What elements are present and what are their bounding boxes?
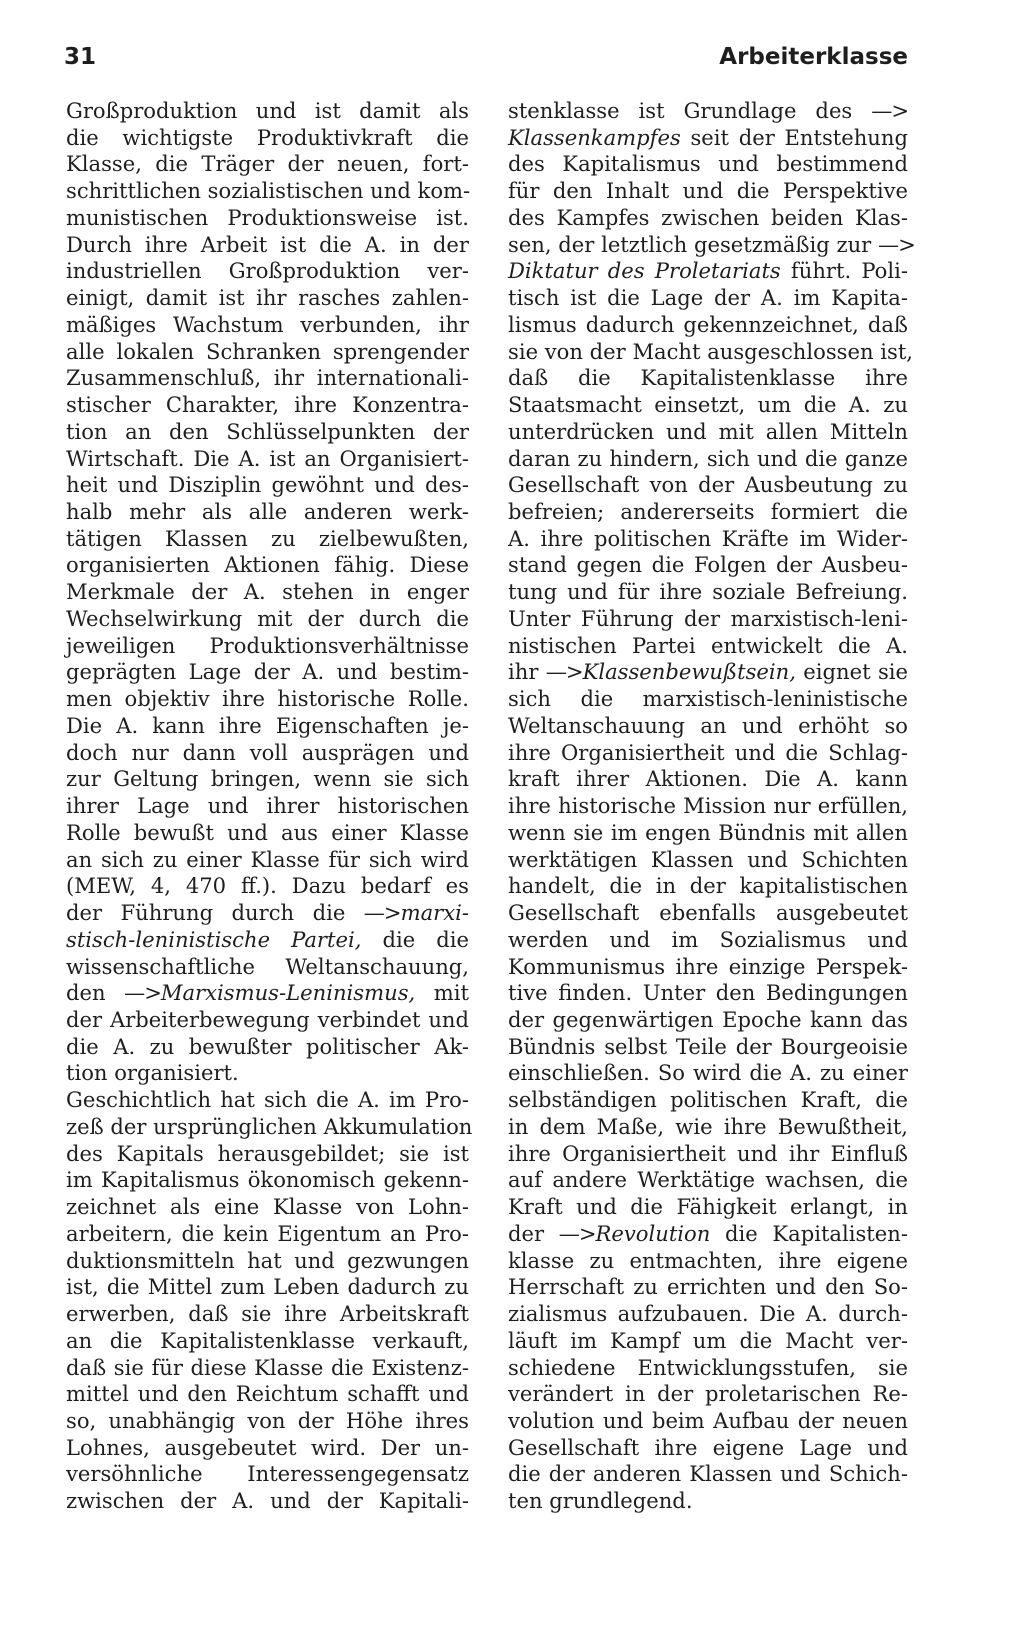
text-line [66, 472, 469, 499]
text-line [508, 1328, 908, 1355]
line-text: der gegenwärtigen Epoche kann das [508, 1006, 908, 1032]
cross-reference-arrow-icon: —> [558, 1220, 596, 1246]
text-line [66, 1007, 469, 1034]
line-text: tive finden. Unter den Bedingungen [508, 980, 908, 1006]
line-text: der Führung durch die [66, 900, 364, 926]
text-line [508, 847, 908, 874]
text-line [508, 1007, 908, 1034]
text-line [66, 339, 469, 366]
line-text: alle lokalen Schranken sprengender [66, 338, 469, 364]
page-number: 31 [64, 44, 97, 70]
cross-reference-arrow-icon: —> [124, 980, 161, 1006]
line-text: versöhnliche Interessengegensatz [66, 1461, 469, 1487]
text-line [508, 1461, 908, 1488]
text-line [508, 1034, 908, 1061]
text-line [508, 338, 914, 366]
text-line [508, 1408, 908, 1435]
text-line [508, 980, 908, 1007]
line-text: wenn sie im engen Bündnis mit allen [508, 819, 908, 845]
cross-reference-term: Klassenkampfes [508, 124, 681, 150]
text-line [508, 1221, 908, 1248]
text-line [508, 499, 908, 526]
text-line [66, 178, 469, 205]
line-text: halb mehr als alle anderen werk- [66, 499, 469, 525]
line-text: ihre Organisiertheit und ihr Einfluß [508, 1140, 908, 1166]
line-text: tion an den Schlüsselpunkten der [66, 418, 469, 444]
text-line [508, 392, 908, 419]
cross-reference-term: Marxismus-Leninismus, [160, 980, 416, 1006]
text-line [66, 606, 469, 633]
line-text: Kommunismus ihre einzige Perspek- [508, 953, 908, 979]
line-text: stischer Charakter, ihre Konzentra- [66, 392, 469, 418]
text-line [66, 713, 469, 740]
line-text: des Kapitals herausgebildet; sie ist [66, 1140, 469, 1166]
text-line [66, 232, 469, 259]
text-line [508, 419, 908, 446]
text-line [508, 1301, 908, 1328]
line-text: organisierten Aktionen fähig. Diese [66, 552, 469, 578]
text-line [508, 178, 908, 205]
text-line [66, 633, 469, 660]
line-text: so, unabhängig von der Höhe ihres [66, 1407, 469, 1433]
text-line [66, 954, 469, 981]
line-text: läuft im Kampf um die Macht ver- [508, 1327, 908, 1353]
cross-reference-arrow-icon: —> [877, 231, 915, 257]
text-line [508, 873, 908, 900]
line-text: daß sie für diese Klasse die Existenz- [66, 1354, 469, 1380]
text-line [66, 1248, 469, 1275]
text-line [66, 820, 469, 847]
line-text: einigt, damit ist ihr rasches zahlen- [66, 285, 469, 311]
text-line [508, 633, 908, 660]
line-text: schiedene Entwicklungsstufen, sie [508, 1354, 908, 1380]
cross-reference-arrow-icon: —> [545, 659, 583, 685]
line-text: ihre Organisiertheit und die Schlag- [508, 739, 908, 765]
text-line [66, 365, 469, 392]
line-text: stenklasse ist Grundlage des [508, 98, 853, 123]
text-line [508, 659, 908, 686]
text-line [66, 766, 469, 793]
line-text: unterdrücken und mit allen Mitteln [508, 418, 908, 444]
text-line [508, 1087, 908, 1114]
text-line [508, 552, 908, 579]
text-line [66, 873, 469, 900]
line-text: auf andere Werktätige wachsen, die [508, 1167, 908, 1193]
line-text: Rolle bewußt und aus einer Klasse [66, 819, 469, 845]
text-line [66, 1381, 469, 1408]
text-line [66, 1087, 469, 1114]
text-line [508, 1274, 908, 1301]
line-text: in dem Maße, wie ihre Bewußtheit, [508, 1113, 908, 1139]
line-text: des Kapitalismus und bestimmend [508, 151, 908, 177]
text-line [66, 98, 469, 125]
line-text: Wechselwirkung mit der durch die [66, 605, 469, 631]
text-line [66, 285, 469, 312]
text-line [508, 713, 908, 740]
text-line [66, 1461, 469, 1488]
text-line [66, 258, 469, 285]
line-text: zeichnet als eine Klasse von Lohn- [66, 1194, 469, 1220]
text-line [508, 526, 908, 553]
cross-reference-term: Diktatur des Proletariats [508, 258, 781, 284]
text-line [66, 1060, 469, 1087]
line-text: Die A. kann ihre Eigenschaften je- [66, 712, 469, 738]
line-text: eignet sie [795, 659, 908, 685]
line-text: an die Kapitalistenklasse verkauft, [66, 1327, 469, 1353]
text-line [66, 1167, 469, 1194]
text-line [66, 1221, 469, 1248]
text-line [66, 526, 469, 553]
text-line [508, 258, 908, 285]
line-text: mittel und den Reichtum schafft und [66, 1381, 469, 1407]
line-text: handelt, die in der kapitalistischen [508, 873, 908, 899]
text-line [508, 606, 908, 633]
text-line [508, 151, 908, 178]
line-text: nistischen Partei entwickelt die A. [508, 632, 908, 658]
line-text: Bündnis selbst Teile der Bourgeoisie [508, 1033, 908, 1059]
line-text: die Kapitalisten- [710, 1220, 908, 1246]
line-text: sich die marxistisch-leninistische [508, 686, 908, 712]
line-text: ist, die Mittel zum Leben dadurch zu [66, 1274, 469, 1300]
line-text: Gesellschaft ihre eigene Lage und [508, 1434, 908, 1460]
line-text: zialismus aufzubauen. Die A. durch- [508, 1301, 908, 1327]
text-line [66, 1194, 469, 1221]
text-line [508, 1435, 908, 1462]
text-line [508, 579, 908, 606]
line-text: befreien; andererseits formiert die [508, 499, 908, 525]
line-text: Staatsmacht einsetzt, um die A. zu [508, 392, 908, 418]
text-line [508, 900, 908, 927]
text-line [508, 125, 908, 152]
text-line [508, 312, 908, 339]
text-line [508, 1488, 908, 1515]
text-line [508, 1114, 908, 1141]
text-line [66, 1488, 469, 1515]
line-text: die wichtigste Produktivkraft die [66, 124, 469, 150]
line-text: lismus dadurch gekennzeichnet, daß [508, 311, 908, 337]
page-header [64, 44, 908, 76]
line-text: Merkmale der A. stehen in enger [66, 579, 469, 605]
line-text: zeß der ursprünglichen Akkumulation [66, 1113, 473, 1139]
line-text: ten grundlegend. [508, 1488, 693, 1514]
line-text: an sich zu einer Klasse für sich wird [66, 846, 469, 872]
text-line [508, 766, 908, 793]
text-line [66, 686, 469, 713]
right-text-column [508, 98, 915, 1515]
line-text: doch nur dann voll ausprägen und [66, 739, 469, 765]
line-text: ihr [508, 659, 546, 685]
line-text: duktionsmitteln hat und gezwungen [66, 1247, 469, 1273]
cross-reference-term: marxi- [400, 900, 469, 926]
text-line [66, 847, 469, 874]
text-line [66, 499, 469, 526]
text-line [508, 98, 908, 125]
text-line [66, 900, 469, 927]
line-text: der [508, 1220, 559, 1246]
line-text: den [66, 980, 125, 1006]
line-text: volution und beim Aufbau der neuen [508, 1407, 908, 1433]
text-line [508, 927, 908, 954]
text-line [508, 1248, 908, 1275]
line-text: verändert in der proletarischen Re- [508, 1381, 908, 1407]
line-text: Wirtschaft. Die A. ist an Organisiert- [66, 445, 469, 471]
line-text: tätigen Klassen zu zielbewußten, [66, 525, 469, 551]
text-line [66, 927, 469, 954]
line-text: der Arbeiterbewegung verbindet und [66, 1006, 469, 1032]
cross-reference-term: Revolution [595, 1220, 711, 1246]
cross-reference-term: stisch-leninistische Partei, [66, 926, 362, 952]
text-line [66, 1034, 469, 1061]
text-line [66, 579, 469, 606]
text-line [66, 205, 469, 232]
text-line [66, 446, 469, 473]
text-line [66, 659, 469, 686]
text-line [508, 231, 915, 259]
line-text: seit der Entstehung [680, 124, 908, 150]
text-line [66, 740, 469, 767]
line-text: daran zu hindern, sich und die ganze [508, 445, 908, 471]
text-line [508, 1381, 908, 1408]
line-text: Unter Führung der marxistisch-leni- [508, 605, 908, 631]
line-text: schrittlichen sozialistischen und kom- [66, 178, 471, 204]
line-text: munistischen Produktionsweise ist. [66, 204, 469, 230]
line-text: arbeitern, die kein Eigentum an Pro- [66, 1220, 469, 1246]
text-line [508, 472, 908, 499]
text-line [508, 686, 908, 713]
line-text: Gesellschaft ebenfalls ausgebeutet [508, 900, 908, 926]
line-text: Gesellschaft von der Ausbeutung zu [508, 472, 908, 498]
text-line [66, 1355, 469, 1382]
line-text: die die [361, 926, 469, 952]
line-text: geprägten Lage der A. und bestim- [66, 659, 469, 685]
text-line [66, 1274, 469, 1301]
line-text: tion organisiert. [66, 1060, 239, 1086]
text-line [66, 1435, 469, 1462]
line-text: klasse zu entmachten, ihre eigene [508, 1247, 908, 1273]
text-line [508, 205, 908, 232]
line-text: A. ihre politischen Kräfte im Wider- [508, 525, 908, 551]
text-line [508, 740, 908, 767]
line-text: ihre historische Mission nur erfüllen, [508, 793, 908, 819]
left-text-column [66, 98, 473, 1515]
text-line [508, 365, 908, 392]
running-head: Arbeiterklasse [719, 44, 908, 70]
line-text: sen, der letztlich gesetzmäßig zur [508, 231, 872, 257]
line-text: Weltanschauung an und erhöht so [508, 712, 908, 738]
text-line [66, 1113, 473, 1141]
line-text: ihrer Lage und ihrer historischen [66, 793, 469, 819]
text-line [508, 1141, 908, 1168]
text-line [66, 1328, 469, 1355]
line-text: Durch ihre Arbeit ist die A. in der [66, 231, 469, 257]
line-text: jeweiligen Produktionsverhältnisse [66, 632, 469, 658]
line-text: werktätigen Klassen und Schichten [508, 846, 908, 872]
line-text: Klasse, die Träger der neuen, fort- [66, 151, 469, 177]
line-text: tung und für ihre soziale Befreiung. [508, 579, 908, 605]
line-text: des Kampfes zwischen beiden Klas- [508, 204, 908, 230]
line-text: selbständigen politischen Kraft, die [508, 1087, 908, 1113]
line-text: einschließen. So wird die A. zu einer [508, 1060, 908, 1086]
line-text: führt. Poli- [780, 258, 909, 284]
text-line [66, 419, 469, 446]
line-text: sie von der Macht ausgeschlossen ist, [508, 338, 914, 364]
line-text: wissenschaftliche Weltanschauung, [66, 953, 469, 979]
text-line [66, 151, 469, 178]
line-text: tisch ist die Lage der A. im Kapita- [508, 285, 908, 311]
line-text: stand gegen die Folgen der Ausbeu- [508, 552, 908, 578]
line-text: zur Geltung bringen, wenn sie sich [66, 766, 469, 792]
text-line [508, 954, 908, 981]
text-line [508, 1060, 908, 1087]
text-line [66, 392, 469, 419]
text-line [508, 1355, 908, 1382]
text-line [66, 1301, 469, 1328]
text-line [508, 1194, 908, 1221]
line-text: Geschichtlich hat sich die A. im Pro- [66, 1087, 469, 1113]
line-text: werden und im Sozialismus und [508, 926, 908, 952]
line-text: Zusammenschluß, ihr internationali- [66, 365, 469, 391]
text-line [508, 1167, 908, 1194]
line-text: die A. zu bewußter politischer Ak- [66, 1033, 469, 1059]
line-text: Großproduktion und ist damit als [66, 98, 469, 123]
text-line [66, 125, 469, 152]
line-text: daß die Kapitalistenklasse ihre [508, 365, 908, 391]
text-line [66, 1141, 469, 1168]
line-text: Herrschaft zu errichten und den So- [508, 1274, 908, 1300]
line-text: die der anderen Klassen und Schich- [508, 1461, 908, 1487]
line-text: im Kapitalismus ökonomisch gekenn- [66, 1167, 469, 1193]
line-text: industriellen Großproduktion ver- [66, 258, 469, 284]
text-line [508, 285, 908, 312]
line-text: men objektiv ihre historische Rolle. [66, 686, 469, 712]
text-line [508, 820, 908, 847]
line-text: zwischen der A. und der Kapitali- [66, 1488, 469, 1514]
text-line [66, 1408, 469, 1435]
line-text: kraft ihrer Aktionen. Die A. kann [508, 766, 908, 792]
line-text: Lohnes, ausgebeutet wird. Der un- [66, 1434, 469, 1460]
text-line [508, 793, 908, 820]
line-text: für den Inhalt und die Perspektive [508, 178, 908, 204]
line-text: mäßiges Wachstum verbunden, ihr [66, 311, 469, 337]
cross-reference-arrow-icon: —> [363, 900, 401, 926]
line-text: Kraft und die Fähigkeit erlangt, in [508, 1194, 908, 1220]
line-text: (MEW, 4, 470 ff.). Dazu bedarf es [66, 873, 469, 899]
text-line [66, 793, 469, 820]
text-line [66, 980, 469, 1007]
text-line [66, 552, 469, 579]
text-line [66, 312, 469, 339]
cross-reference-arrow-icon: —> [871, 98, 908, 123]
line-text: heit und Disziplin gewöhnt und des- [66, 472, 469, 498]
cross-reference-term: Klassenbewußtsein, [582, 659, 796, 685]
text-line [508, 446, 908, 473]
line-text: erwerben, daß sie ihre Arbeitskraft [66, 1301, 469, 1327]
line-text: mit [415, 980, 469, 1006]
